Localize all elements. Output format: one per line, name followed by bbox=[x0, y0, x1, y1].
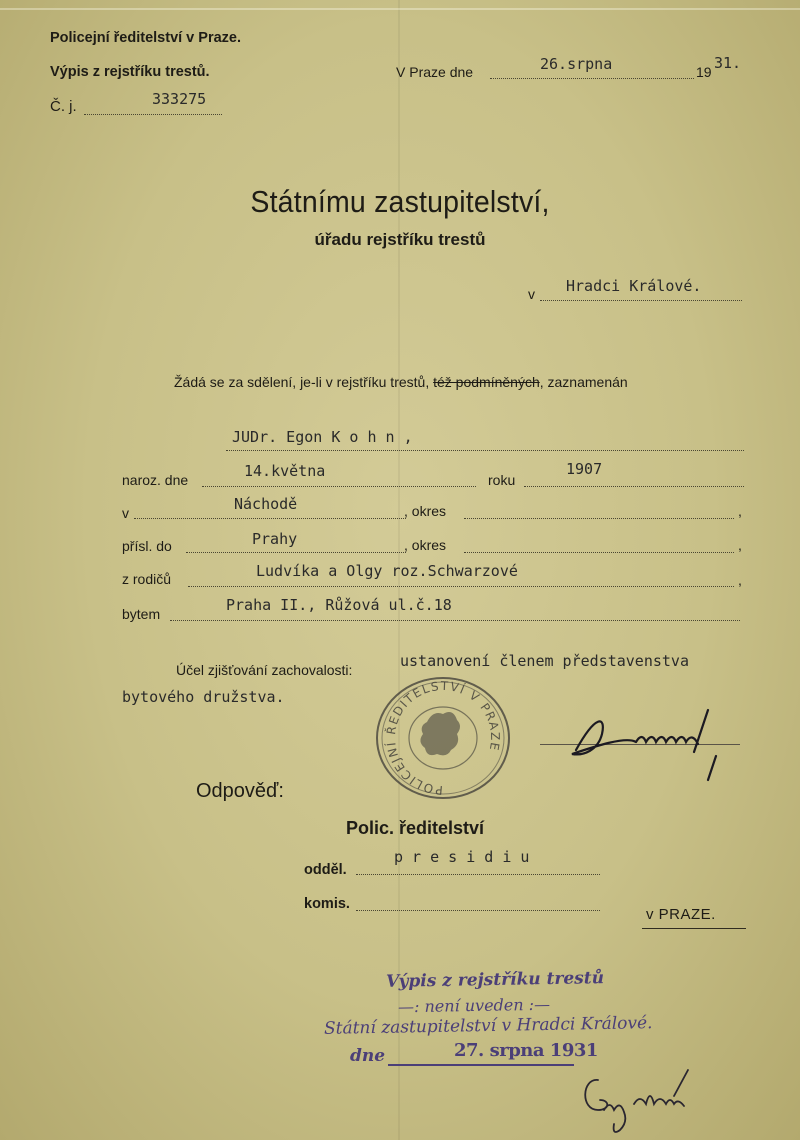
parents-label: z rodičů bbox=[122, 571, 172, 587]
lion-emblem-icon bbox=[420, 712, 460, 755]
police-seal bbox=[372, 672, 514, 804]
reference-number: 333275 bbox=[152, 90, 207, 108]
belong-line bbox=[186, 552, 406, 553]
parents-comma: , bbox=[738, 572, 742, 588]
purpose-line-1: ustanovení členem představenstva bbox=[400, 652, 689, 670]
stamp-date-line bbox=[388, 1064, 574, 1066]
born-date: 14.května bbox=[244, 462, 326, 480]
reply-label: Odpověď: bbox=[196, 780, 284, 802]
document-type: Výpis z rejstříku trestů. bbox=[50, 64, 210, 80]
addressee-city-line bbox=[540, 300, 742, 301]
lower-signature-flourish bbox=[576, 1066, 706, 1136]
birthplace-district-label: , okres bbox=[404, 503, 447, 519]
request-text-after: , zaznamenán bbox=[539, 374, 628, 390]
stamp-line-2: —: není uveden :— bbox=[397, 994, 551, 1017]
request-struck-text: též podmíněných bbox=[433, 374, 540, 390]
stamp-date: 27. srpna 1931 bbox=[454, 1040, 598, 1061]
reference-label: Č. j. bbox=[50, 98, 77, 115]
person-name: JUDr. Egon K o h n , bbox=[232, 428, 413, 446]
residence: Praha II., Růžová ul.č.18 bbox=[226, 596, 452, 614]
reply-city: v PRAZE. bbox=[646, 906, 716, 923]
stamp-date-label: dne bbox=[350, 1046, 386, 1066]
belong-district-comma: , bbox=[738, 537, 742, 553]
dept-label: odděl. bbox=[304, 862, 347, 878]
birthplace: Náchodě bbox=[234, 495, 298, 513]
residence-label: bytem bbox=[122, 606, 161, 622]
request-text-before: Žádá se za sdělení, je-li v rejstříku trestů, bbox=[174, 374, 430, 390]
stamp-line-1: Výpis z rejstříku trestů bbox=[385, 968, 605, 992]
parents-line bbox=[188, 586, 734, 587]
belong-label: přísl. do bbox=[122, 538, 172, 554]
stamp-line-3: Státní zastupitelství v Hradci Králové. bbox=[323, 1013, 653, 1039]
birthplace-district-comma: , bbox=[738, 503, 742, 519]
komis-label: komis. bbox=[304, 896, 350, 912]
born-year: 1907 bbox=[566, 460, 603, 478]
birthplace-district-line bbox=[464, 518, 734, 519]
purpose-label: Účel zjišťování zachovalosti: bbox=[176, 662, 353, 678]
addressee-title: Státnímu zastupitelství, bbox=[250, 184, 550, 219]
addressee-in-label: v bbox=[528, 286, 535, 302]
year-suffix: 31. bbox=[714, 54, 742, 72]
komis-line bbox=[356, 910, 600, 911]
paper-edge bbox=[0, 8, 800, 10]
name-line bbox=[226, 450, 744, 451]
belong-place: Prahy bbox=[252, 530, 298, 548]
residence-line bbox=[170, 620, 740, 621]
seal-text: POLICEJNÍ ŘEDITELSTVÍ V PRAZE bbox=[384, 678, 503, 798]
born-year-line bbox=[524, 486, 744, 487]
place-date-label: V Praze dne bbox=[396, 64, 474, 80]
request-sentence bbox=[174, 374, 628, 390]
belong-district-label: , okres bbox=[404, 537, 447, 553]
born-label: naroz. dne bbox=[122, 472, 189, 488]
upper-signature-flourish bbox=[566, 706, 726, 782]
addressee-city: Hradci Králové. bbox=[566, 277, 702, 295]
year-prefix: 19 bbox=[696, 64, 712, 80]
reply-city-underline bbox=[642, 928, 746, 929]
reply-office: Polic. ředitelství bbox=[346, 818, 485, 838]
dept-line bbox=[356, 874, 600, 875]
addressee-subtitle: úřadu rejstříku trestů bbox=[314, 230, 486, 249]
belong-district-line bbox=[464, 552, 734, 553]
purpose-line-2: bytového družstva. bbox=[122, 688, 285, 706]
dept-value: p r e s i d i u bbox=[394, 848, 530, 866]
issue-date: 26.srpna bbox=[540, 55, 613, 73]
date-line bbox=[490, 78, 694, 79]
reference-line bbox=[84, 114, 222, 115]
birthplace-line bbox=[134, 518, 406, 519]
parents: Ludvíka a Olgy roz.Schwarzové bbox=[256, 562, 518, 580]
birthplace-label: v bbox=[122, 505, 129, 521]
born-date-line bbox=[202, 486, 476, 487]
issuing-authority: Policejní ředitelství v Praze. bbox=[50, 30, 241, 46]
year-label: roku bbox=[488, 472, 516, 488]
